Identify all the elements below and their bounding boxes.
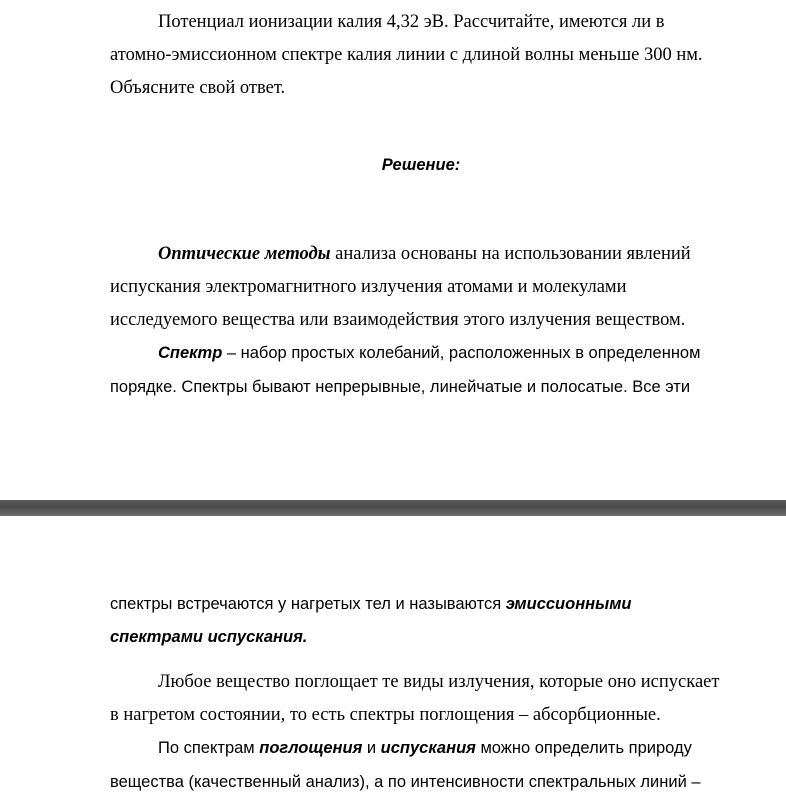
analysis-line-1 [158, 737, 692, 759]
emission-line-1 [110, 593, 632, 615]
spectrum-term: Спектр [158, 344, 223, 362]
optical-methods-text: анализа основаны на использовании явлений [330, 244, 691, 264]
spectrum-text: – набор простых колебаний, расположенных в определенном [222, 344, 701, 362]
emission-term: испускания [380, 739, 476, 757]
absorption-term: поглощения [259, 739, 363, 757]
analysis-mid: и [362, 739, 381, 757]
analysis-rest: можно определить природу [475, 739, 692, 757]
emission-term-1: эмиссионными [505, 595, 632, 613]
emission-term-2: спектрами испускания. [110, 628, 308, 646]
optical-paragraph-line-2: испускания электромагнитного излучения атомами и молекулами [110, 277, 627, 297]
spectrum-paragraph-line-2: порядке. Спектры бывают непрерывные, линейчатые и полосатые. Все эти [110, 378, 691, 396]
solution-heading: Решение: [381, 156, 461, 174]
optical-methods-term: Оптические методы [158, 244, 331, 264]
document-page-2 [0, 516, 786, 797]
analysis-line-2: вещества (качественный анализ), а по интенсивности спектральных линий – [110, 773, 701, 791]
problem-line-2: атомно-эмиссионном спектре калия линии с длиной волны меньше 300 нм. [110, 45, 703, 65]
optical-paragraph-line-1 [158, 243, 691, 265]
problem-line-3: Объясните свой ответ. [110, 78, 286, 98]
problem-line-1: Потенциал ионизации калия 4,32 эВ. Рассчитайте, имеются ли в [158, 12, 665, 32]
spectrum-paragraph-line-1 [158, 342, 700, 364]
page-separator [0, 500, 786, 516]
absorb-line-2: в нагретом состоянии, то есть спектры поглощения – абсорбционные. [110, 705, 661, 725]
analysis-lead: По спектрам [158, 739, 260, 757]
emission-lead: спектры встречаются у нагретых тел и называются [110, 595, 506, 613]
optical-paragraph-line-3: исследуемого вещества или взаимодействия этого излучения веществом. [110, 310, 686, 330]
absorb-line-1: Любое вещество поглощает те виды излучения, которые оно испускает [158, 672, 720, 692]
